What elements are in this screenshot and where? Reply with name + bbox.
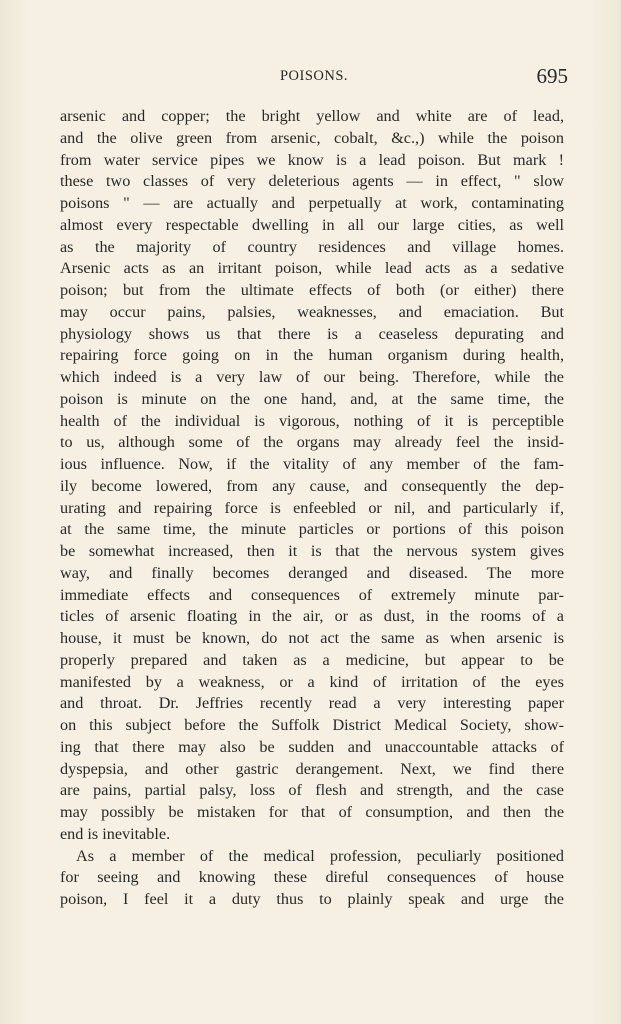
text-line: may occur pains, palsies, weaknesses, and emaciation. But: [60, 302, 564, 321]
text-line: on this subject before the Suffolk District Medical Society, show-: [60, 716, 564, 734]
text-line: as the majority of country residences and village homes.: [60, 237, 564, 256]
text-line: be somewhat increased, then it is that the nervous system gives: [60, 542, 564, 560]
text-line: Arsenic acts as an irritant poison, while lead acts as a sedative: [60, 259, 564, 278]
text-line: manifested by a weakness, or a kind of irritation of the eyes: [60, 672, 564, 691]
text-line: ily become lowered, from any cause, and consequently the dep-: [60, 476, 564, 495]
text-line: physiology shows us that there is a ceaseless depurating and: [60, 324, 564, 343]
text-line: to us, although some of the organs may already feel the insid-: [60, 433, 564, 452]
text-line: may possibly be mistaken for that of consumption, and then the: [60, 803, 564, 821]
text-line: properly prepared and taken as a medicine, but appear to be: [60, 650, 564, 669]
text-line: these two classes of very deleterious agents — in effect, " slow: [60, 172, 564, 191]
text-line: dyspepsia, and other gastric derangement. Next, we find there: [60, 759, 564, 778]
body-text: [60, 106, 564, 911]
text-line: which indeed is a very law of our being. Therefore, while the: [60, 368, 564, 386]
text-line: ticles of arsenic floating in the air, or as dust, in the rooms of a: [60, 607, 564, 626]
text-line: urating and repairing force is enfeebled or nil, and particularly if,: [60, 498, 564, 517]
text-line: house, it must be known, do not act the same as when arsenic is: [60, 629, 564, 647]
text-line: health of the individual is vigorous, nothing of it is perceptible: [60, 411, 564, 430]
text-line: and throat. Dr. Jeffries recently read a very interesting paper: [60, 694, 564, 713]
text-line: As a member of the medical profession, peculiarly positioned: [76, 846, 564, 865]
text-line: poison, I feel it a duty thus to plainly speak and urge the: [60, 890, 564, 908]
text-line: ing that there may also be sudden and unaccountable attacks of: [60, 737, 564, 756]
text-line: arsenic and copper; the bright yellow and white are of lead,: [60, 107, 564, 125]
text-line: are pains, partial palsy, loss of flesh and strength, and the case: [60, 781, 564, 800]
text-line: ious influence. Now, if the vitality of any member of the fam-: [60, 455, 564, 473]
text-line: poisons " — are actually and perpetually at work, contaminating: [60, 194, 564, 212]
text-line: poison; but from the ultimate effects of both (or either) there: [60, 281, 564, 299]
text-line: poison is minute on the one hand, and, at the same time, the: [60, 389, 564, 408]
text-line: almost every respectable dwelling in all our large cities, as well: [60, 215, 564, 234]
text-line: for seeing and knowing these direful consequences of house: [60, 868, 564, 887]
text-line: at the same time, the minute particles or portions of this poison: [60, 520, 564, 539]
running-head: [60, 64, 568, 88]
text-line: and the olive green from arsenic, cobalt, &c.,) while the poison: [60, 128, 564, 147]
text-line: immediate effects and consequences of extremely minute par-: [60, 585, 564, 604]
text-line: repairing force going on in the human organism during health,: [60, 346, 564, 365]
page-number: 695: [536, 64, 568, 88]
text-line: from water service pipes we know is a lead poison. But mark !: [60, 150, 564, 169]
text-line: end is inevitable.: [60, 824, 171, 843]
running-title: POISONS.: [279, 68, 349, 84]
text-line: way, and finally becomes deranged and diseased. The more: [60, 563, 564, 582]
